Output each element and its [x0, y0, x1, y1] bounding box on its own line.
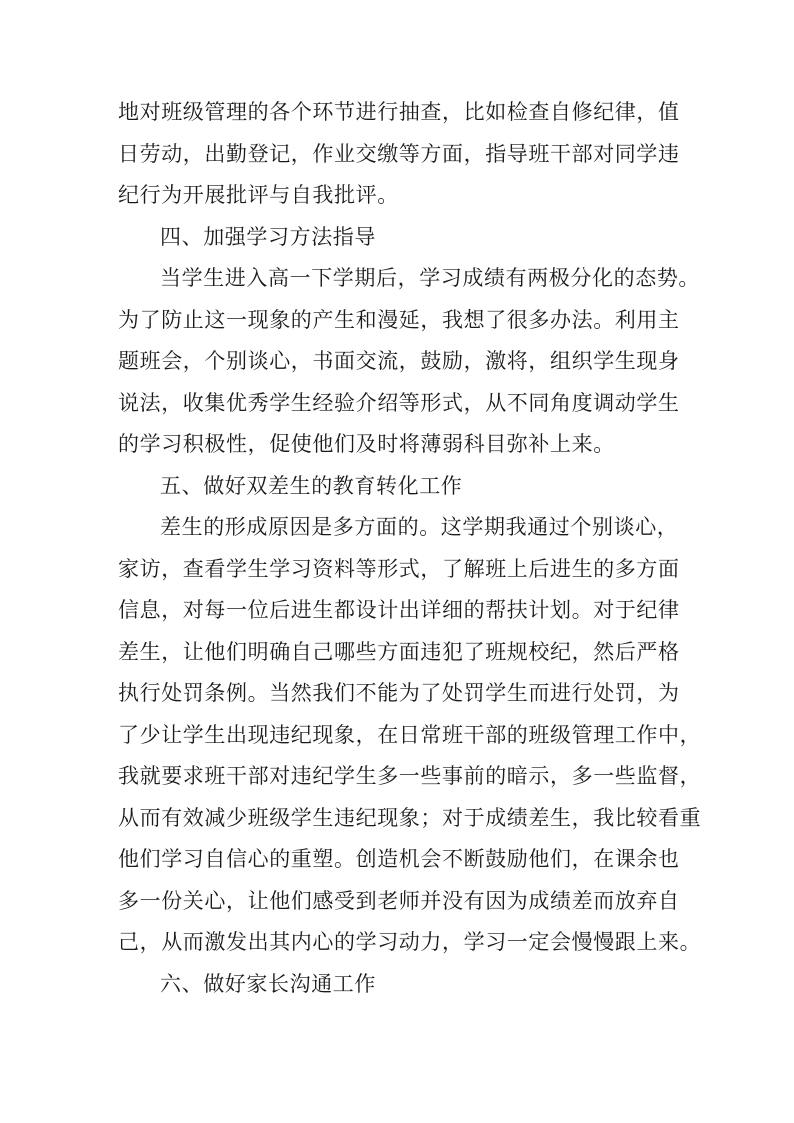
paragraph-line: 日劳动，出勤登记，作业交缴等方面，指导班干部对同学违 [118, 142, 680, 166]
paragraph-line: 我就要求班干部对违纪学生多一些事前的暗示，多一些监督， [118, 764, 702, 788]
paragraph-line: 当学生进入高一下学期后，学习成绩有两极分化的态势。 [160, 266, 700, 290]
paragraph-line: 为了防止这一现象的产生和漫延，我想了很多办法。利用主 [118, 308, 680, 332]
paragraph-line: 差生，让他们明确自己哪些方面违犯了班规校纪，然后严格 [118, 640, 680, 664]
section-heading: 五、做好双差生的教育转化工作 [160, 474, 463, 498]
paragraph-line: 地对班级管理的各个环节进行抽查，比如检查自修纪律，值 [118, 100, 680, 124]
paragraph-line: 多一份关心，让他们感受到老师并没有因为成绩差而放弃自 [118, 889, 680, 913]
paragraph-line: 信息，对每一位后进生都设计出详细的帮扶计划。对于纪律 [118, 598, 680, 622]
paragraph-line: 的学习积极性，促使他们及时将薄弱科目弥补上来。 [118, 432, 615, 456]
paragraph-line: 题班会，个别谈心，书面交流，鼓励，激将，组织学生现身 [118, 349, 680, 373]
paragraph-line: 执行处罚条例。当然我们不能为了处罚学生而进行处罚，为 [118, 681, 680, 705]
paragraph-line: 说法，收集优秀学生经验介绍等形式，从不同角度调动学生 [118, 391, 680, 415]
paragraph-line: 家访，查看学生学习资料等形式，了解班上后进生的多方面 [118, 557, 680, 581]
section-heading: 六、做好家长沟通工作 [160, 972, 376, 996]
paragraph-line: 己，从而激发出其内心的学习动力，学习一定会慢慢跟上来。 [118, 930, 702, 954]
paragraph-line: 从而有效减少班级学生违纪现象；对于成绩差生，我比较看重 [118, 806, 702, 830]
paragraph-line: 了少让学生出现违纪现象，在日常班干部的班级管理工作中， [118, 723, 702, 747]
paragraph-line: 差生的形成原因是多方面的。这学期我通过个别谈心， [160, 515, 679, 539]
section-heading: 四、加强学习方法指导 [160, 225, 376, 249]
paragraph-line: 纪行为开展批评与自我批评。 [118, 183, 399, 207]
paragraph-line: 他们学习自信心的重塑。创造机会不断鼓励他们，在课余也 [118, 847, 680, 871]
